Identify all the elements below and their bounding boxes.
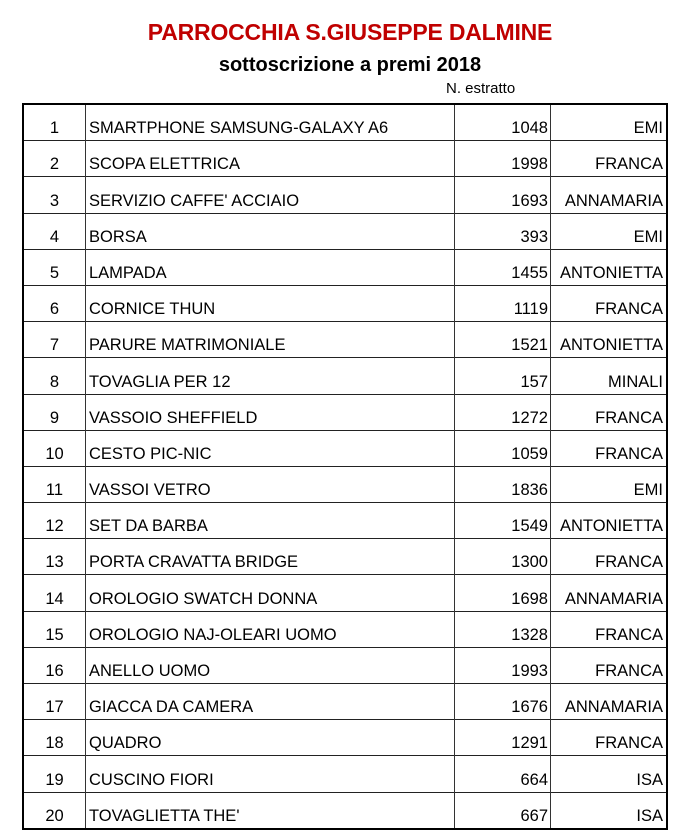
winner-name-cell: ANNAMARIA xyxy=(551,684,668,720)
table-row xyxy=(23,213,667,249)
prize-item-cell: CESTO PIC-NIC xyxy=(86,430,455,466)
column-header-extracted-number: N. estratto xyxy=(446,80,516,97)
winner-name-cell: ANTONIETTA xyxy=(551,249,668,285)
prize-number-cell: 14 xyxy=(23,575,86,611)
prize-number-cell: 2 xyxy=(23,141,86,177)
winner-name-cell: FRANCA xyxy=(551,647,668,683)
winner-name-cell: EMI xyxy=(551,466,668,502)
extracted-number-cell: 1998 xyxy=(455,141,551,177)
prize-number-cell: 15 xyxy=(23,611,86,647)
prize-number-cell: 10 xyxy=(23,430,86,466)
prize-table xyxy=(22,103,668,830)
prize-item-cell: SERVIZIO CAFFE' ACCIAIO xyxy=(86,177,455,213)
prize-number-cell: 3 xyxy=(23,177,86,213)
prize-number-cell: 19 xyxy=(23,756,86,792)
table-row xyxy=(23,141,667,177)
prize-number-cell: 4 xyxy=(23,213,86,249)
prize-number-cell: 18 xyxy=(23,720,86,756)
table-row xyxy=(23,285,667,321)
winner-name-cell: FRANCA xyxy=(551,141,668,177)
prize-item-cell: CUSCINO FIORI xyxy=(86,756,455,792)
winner-name-cell: MINALI xyxy=(551,358,668,394)
prize-number-cell: 5 xyxy=(23,249,86,285)
prize-number-cell: 20 xyxy=(23,792,86,829)
table-row xyxy=(23,647,667,683)
winner-name-cell: ANTONIETTA xyxy=(551,322,668,358)
winner-name-cell: FRANCA xyxy=(551,394,668,430)
winner-name-cell: ANTONIETTA xyxy=(551,503,668,539)
extracted-number-cell: 157 xyxy=(455,358,551,394)
table-row xyxy=(23,756,667,792)
page-title: PARROCCHIA S.GIUSEPPE DALMINE xyxy=(147,19,553,45)
table-row xyxy=(23,430,667,466)
prize-item-cell: PORTA CRAVATTA BRIDGE xyxy=(86,539,455,575)
prize-table-body xyxy=(23,104,667,829)
prize-number-cell: 11 xyxy=(23,466,86,502)
extracted-number-cell: 1048 xyxy=(455,104,551,141)
extracted-number-cell: 1521 xyxy=(455,322,551,358)
extracted-number-cell: 1300 xyxy=(455,539,551,575)
page-subtitle: sottoscrizione a premi 2018 xyxy=(218,54,482,76)
winner-name-cell: FRANCA xyxy=(551,285,668,321)
prize-number-cell: 16 xyxy=(23,647,86,683)
prize-item-cell: PARURE MATRIMONIALE xyxy=(86,322,455,358)
extracted-number-cell: 1676 xyxy=(455,684,551,720)
extracted-number-cell: 667 xyxy=(455,792,551,829)
prize-number-cell: 7 xyxy=(23,322,86,358)
table-row xyxy=(23,792,667,829)
prize-item-cell: VASSOIO SHEFFIELD xyxy=(86,394,455,430)
prize-item-cell: SET DA BARBA xyxy=(86,503,455,539)
table-row xyxy=(23,358,667,394)
winner-name-cell: FRANCA xyxy=(551,430,668,466)
table-row xyxy=(23,575,667,611)
prize-item-cell: TOVAGLIETTA THE' xyxy=(86,792,455,829)
prize-item-cell: LAMPADA xyxy=(86,249,455,285)
prize-number-cell: 17 xyxy=(23,684,86,720)
winner-name-cell: ANNAMARIA xyxy=(551,575,668,611)
table-row xyxy=(23,104,667,141)
extracted-number-cell: 1455 xyxy=(455,249,551,285)
prize-number-cell: 9 xyxy=(23,394,86,430)
prize-item-cell: OROLOGIO SWATCH DONNA xyxy=(86,575,455,611)
winner-name-cell: EMI xyxy=(551,213,668,249)
extracted-number-cell: 1291 xyxy=(455,720,551,756)
table-row xyxy=(23,249,667,285)
prize-item-cell: QUADRO xyxy=(86,720,455,756)
table-row xyxy=(23,720,667,756)
prize-item-cell: BORSA xyxy=(86,213,455,249)
winner-name-cell: FRANCA xyxy=(551,611,668,647)
prize-item-cell: ANELLO UOMO xyxy=(86,647,455,683)
table-row xyxy=(23,394,667,430)
prize-number-cell: 13 xyxy=(23,539,86,575)
extracted-number-cell: 1272 xyxy=(455,394,551,430)
winner-name-cell: ISA xyxy=(551,792,668,829)
extracted-number-cell: 1328 xyxy=(455,611,551,647)
winner-name-cell: EMI xyxy=(551,104,668,141)
prize-item-cell: SMARTPHONE SAMSUNG-GALAXY A6 xyxy=(86,104,455,141)
prize-number-cell: 8 xyxy=(23,358,86,394)
table-row xyxy=(23,322,667,358)
winner-name-cell: ANNAMARIA xyxy=(551,177,668,213)
extracted-number-cell: 1698 xyxy=(455,575,551,611)
prize-item-cell: GIACCA DA CAMERA xyxy=(86,684,455,720)
winner-name-cell: FRANCA xyxy=(551,539,668,575)
extracted-number-cell: 1993 xyxy=(455,647,551,683)
prize-item-cell: OROLOGIO NAJ-OLEARI UOMO xyxy=(86,611,455,647)
table-row xyxy=(23,503,667,539)
table-row xyxy=(23,177,667,213)
prize-item-cell: TOVAGLIA PER 12 xyxy=(86,358,455,394)
prize-item-cell: SCOPA ELETTRICA xyxy=(86,141,455,177)
extracted-number-cell: 1119 xyxy=(455,285,551,321)
prize-item-cell: CORNICE THUN xyxy=(86,285,455,321)
table-row xyxy=(23,466,667,502)
extracted-number-cell: 1549 xyxy=(455,503,551,539)
extracted-number-cell: 393 xyxy=(455,213,551,249)
extracted-number-cell: 1836 xyxy=(455,466,551,502)
prize-number-cell: 12 xyxy=(23,503,86,539)
table-row xyxy=(23,539,667,575)
table-row xyxy=(23,611,667,647)
winner-name-cell: ISA xyxy=(551,756,668,792)
prize-number-cell: 1 xyxy=(23,104,86,141)
extracted-number-cell: 1059 xyxy=(455,430,551,466)
prize-item-cell: VASSOI VETRO xyxy=(86,466,455,502)
table-row xyxy=(23,684,667,720)
winner-name-cell: FRANCA xyxy=(551,720,668,756)
prize-number-cell: 6 xyxy=(23,285,86,321)
extracted-number-cell: 664 xyxy=(455,756,551,792)
extracted-number-cell: 1693 xyxy=(455,177,551,213)
